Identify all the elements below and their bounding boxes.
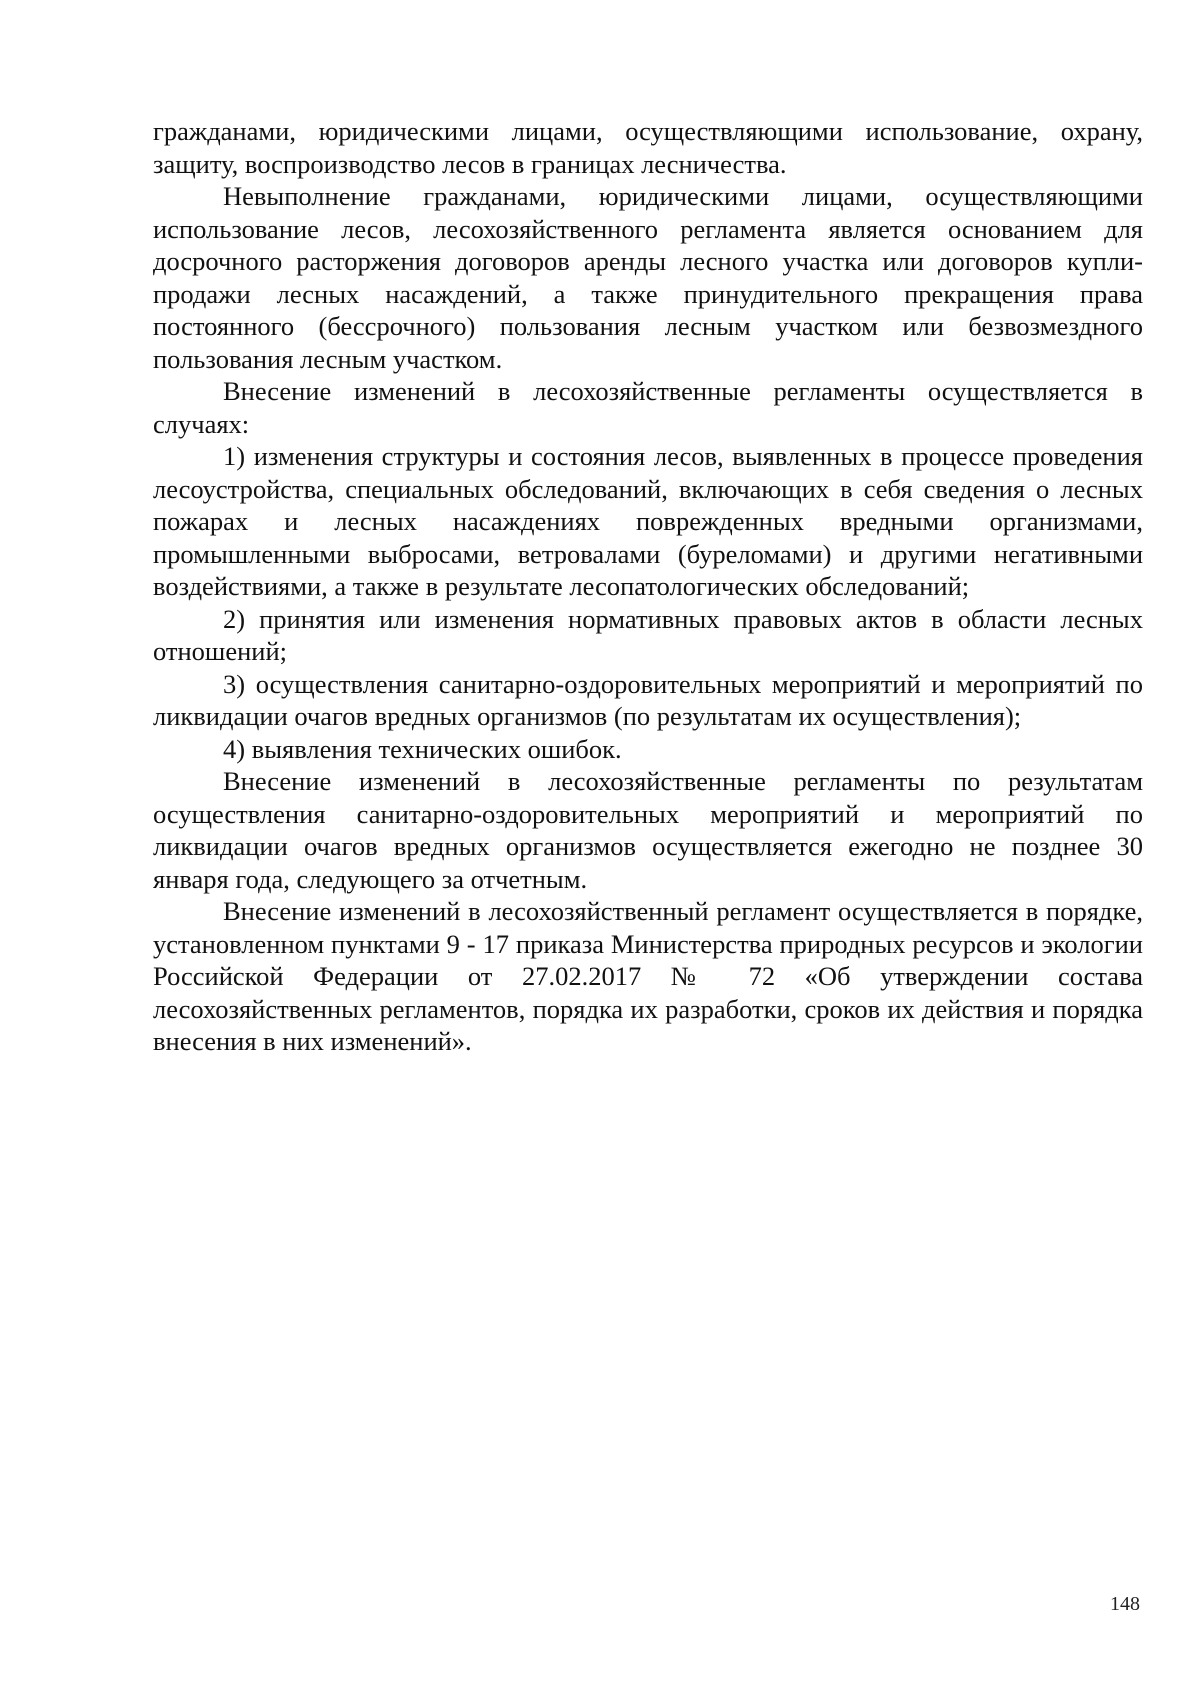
paragraph-annual-amendments: Внесение изменений в лесохозяйственные регламенты по результатам осуществления санитарно-оздоровительных мероприятий и мероприятий по ликвидации очагов вредных организмов осуществляется ежегодно не позднее 30 января года, следующего за отчетным. [153,766,1143,894]
paragraph-amendments-intro: Внесение изменений в лесохозяйственные регламенты осуществляется в случаях: [153,376,1143,439]
list-item-case-4: 4) выявления технических ошибок. [223,733,622,764]
list-item-case-1: 1) изменения структуры и состояния лесов, выявленных в процессе проведения лесоустройства, специальных обследований, включающих в себя сведения о лесных пожарах и лесных насаждениях поврежденных вредными организмами, промышленными выбросами, ветровалами (буреломами) и другими негативными воздействиями, а также в результате лесопатологических обследований; [153,441,1143,601]
list-item-case-3: 3) осуществления санитарно-оздоровительных мероприятий и мероприятий по ликвидации очагов вредных организмов (по результатам их осуществления); [153,668,1143,731]
paragraph-continuation: гражданами, юридическими лицами, осуществляющими использование, охрану, защиту, воспроизводство лесов в границах лесничества. [153,116,1143,179]
page-number: 148 [1110,1593,1140,1615]
paragraph-procedure: Внесение изменений в лесохозяйственный регламент осуществляется в порядке, установленном пунктами 9 - 17 приказа Министерства природных ресурсов и экологии Российской Федерации от 27.02.2017 № 72 «Об утверждении состава лесохозяйственных регламентов, порядка их разработки, сроков их действия и порядка внесения в них изменений». [153,896,1143,1056]
document-body [153,115,1143,1058]
paragraph-noncompliance: Невыполнение гражданами, юридическими лицами, осуществляющими использование лесов, лесохозяйственного регламента является основанием для досрочного расторжения договоров аренды лесного участка или договоров купли-продажи лесных насаждений, а также принудительного прекращения права постоянного (бессрочного) пользования лесным участком или безвозмездного пользования лесным участком. [153,181,1143,374]
list-item-case-2: 2) принятия или изменения нормативных правовых актов в области лесных отношений; [153,603,1143,666]
